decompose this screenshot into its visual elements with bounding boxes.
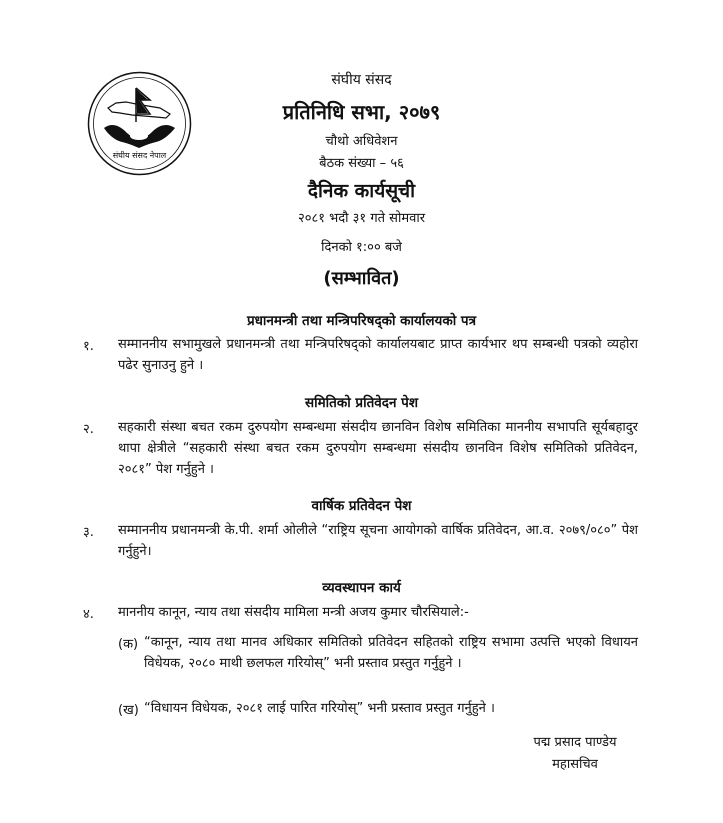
signatory-name: पद्म प्रसाद पाण्डेय xyxy=(533,735,617,750)
section-heading: समितिको प्रतिवेदन पेश xyxy=(304,395,419,411)
signatory-block xyxy=(500,732,650,776)
item-text: सम्माननीय प्रधानमन्त्री के.पी. शर्मा ओलीले “राष्ट्रिय सूचना आयोगको वार्षिक प्रतिवेदन, आ.व. २०७९/०८०” पेश गर्नुहुने। xyxy=(118,523,638,559)
agenda-status: (सम्भावित) xyxy=(323,268,400,289)
signatory-designation: महासचिव xyxy=(552,757,598,772)
item-number: ४. xyxy=(83,607,94,622)
house-title: प्रतिनिधि सभा, २०७९ xyxy=(282,100,441,124)
item-text: सहकारी संस्था बचत रकम दुरुपयोग सम्बन्धमा संसदीय छानविन विशेष समितिका माननीय सभापति सूर्यबहादुर थापा क्षेत्रीले “सहकारी संस्था बचत रकम दुरुपयोग सम्बन्धमा संसदीय छानविन विशेष समितिको प्रतिवेदन, २०८१” पेश गर्नुहुने । xyxy=(118,420,638,477)
sub-item-label: (ख) xyxy=(118,703,139,718)
sub-item-text: “विधायन विधेयक, २०८१ लाई पारित गरियोस्” भनी प्रस्ताव प्रस्तुत गर्नुहुने । xyxy=(144,701,495,716)
item-number: १. xyxy=(83,339,94,354)
section-heading: प्रधानमन्त्री तथा मन्त्रिपरिषद्को कार्यालयको पत्र xyxy=(246,313,477,329)
item-number: ३. xyxy=(83,525,94,540)
section-heading: व्यवस्थापन कार्य xyxy=(322,580,401,596)
item-text: माननीय कानून, न्याय तथा संसदीय मामिला मन्त्री अजय कुमार चौरसियाले:- xyxy=(118,605,469,620)
emblem-caption: संघीय संसद नेपाल xyxy=(112,151,167,160)
parliament-name: संघीय संसद xyxy=(331,72,392,88)
session-name: चौथो अधिवेशन xyxy=(325,134,398,149)
meeting-time: दिनको १:०० बजे xyxy=(321,240,402,255)
sub-item-text: “कानून, न्याय तथा मानव अधिकार समितिको प्रतिवेदन सहितको राष्ट्रिय सभामा उत्पत्ति भएको विधायन विधेयक, २०८० माथी छलफल गरियोस्” भनी प्रस्ताव प्रस्तुत गर्नुहुने । xyxy=(144,635,638,671)
meeting-number: बैठक संख्या – ५६ xyxy=(319,156,404,171)
meeting-date: २०८१ भदौ ३१ गते सोमवार xyxy=(297,211,426,226)
section-heading: वार्षिक प्रतिवेदन पेश xyxy=(311,498,412,514)
item-text: सम्माननीय सभामुखले प्रधानमन्त्री तथा मन्त्रिपरिषद्को कार्यालयबाट प्राप्त कार्यभार थप सम्बन्धी पत्रको व्यहोरा पढेर सुनाउनु हुने । xyxy=(118,337,638,373)
sub-item-label: (क) xyxy=(118,637,139,652)
item-number: २. xyxy=(83,422,94,437)
agenda-title: दैनिक कार्यसूची xyxy=(307,180,416,202)
